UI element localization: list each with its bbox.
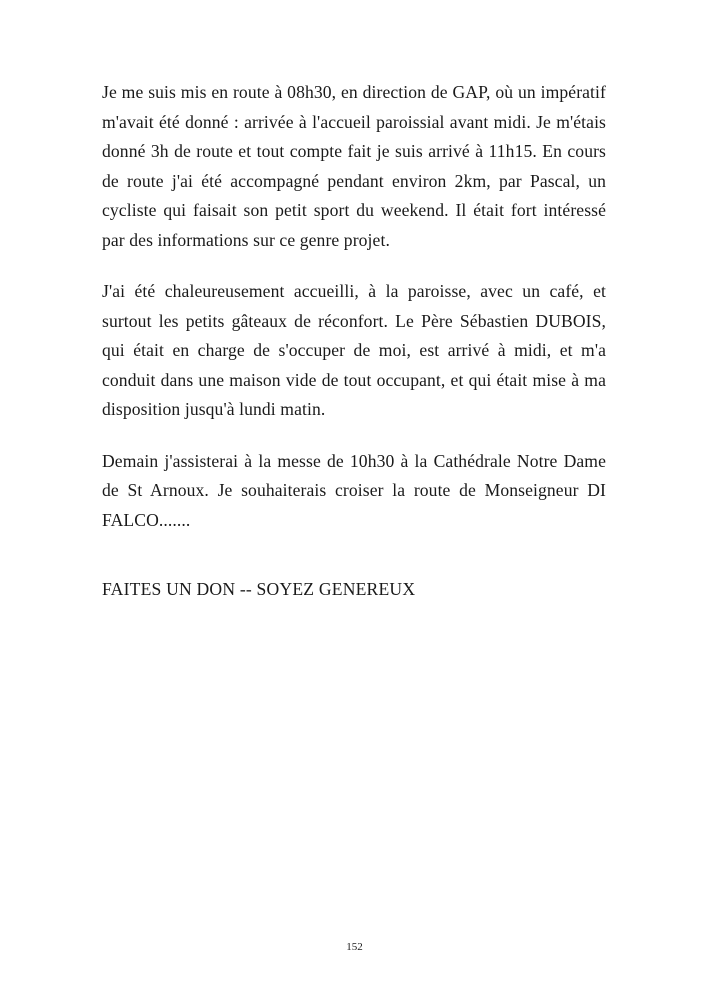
paragraph-3: Demain j'assisterai à la messe de 10h30 à la Cathédrale Notre Dame de St Arnoux. Je souhaiterais croiser la route de Monseigneur DI FALCO.......: [102, 450, 606, 530]
closing-line: FAITES UN DON -- SOYEZ GENEREUX: [102, 579, 416, 599]
page-body: [102, 78, 606, 605]
page-number: 152: [346, 941, 363, 953]
paragraph-2: J'ai été chaleureusement accueilli, à la paroisse, avec un café, et surtout les petits gâteaux de réconfort. Le Père Sébastien DUBOIS, qui était en charge de s'occuper de moi, est arrivé à midi, et m'a conduit dans une maison vide de tout occupant, et qui était mise à ma disposition jusqu'à lundi matin.: [102, 281, 606, 419]
paragraph-1: Je me suis mis en route à 08h30, en direction de GAP, où un impératif m'avait été donné : arrivée à l'accueil paroissial avant midi. Je m'étais donné 3h de route et tout compte fait je suis arrivé à 11h15. En cours de route j'ai été accompagné pendant environ 2km, par Pascal, un cycliste qui faisait son petit sport du weekend. Il était fort intéressé par des informations sur ce genre projet.: [102, 82, 606, 250]
